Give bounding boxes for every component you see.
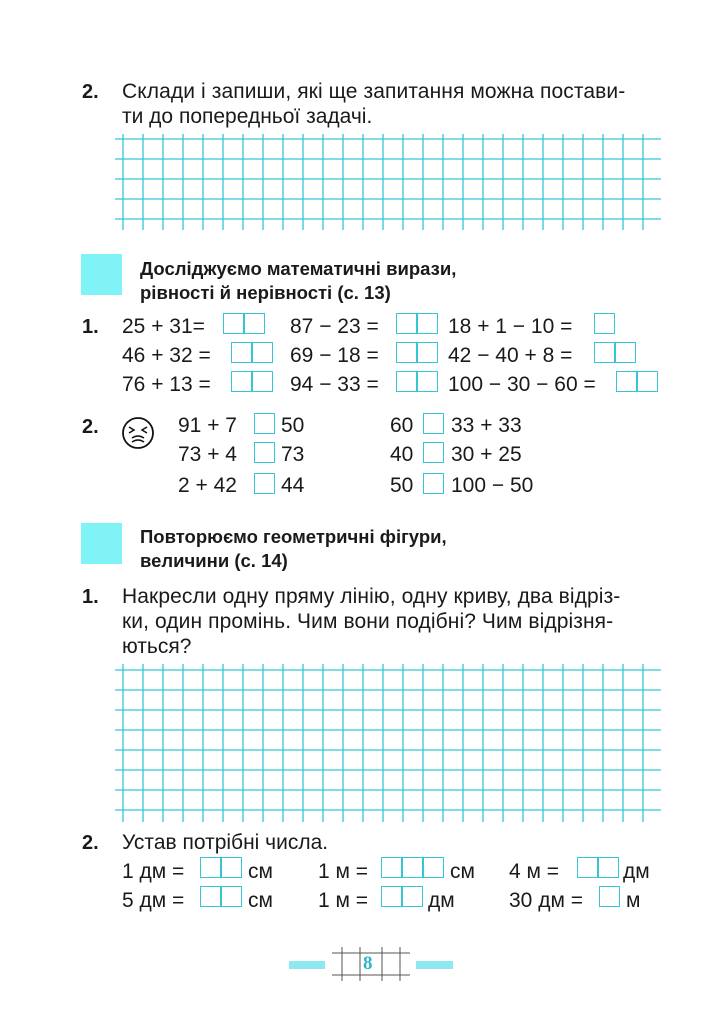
expression: 100 − 30 − 60 = <box>448 373 596 396</box>
task-text-line: ються? <box>122 635 192 658</box>
answer-box-two-digit[interactable] <box>231 371 273 392</box>
answer-box-two-digit[interactable] <box>200 886 242 907</box>
task-text-line: ки, один промінь. Чим вони подібні? Чим відрізня- <box>122 610 614 633</box>
unit-equation: 30 дм = <box>509 889 583 912</box>
expression: 76 + 13 = <box>122 373 211 396</box>
answer-grid[interactable] <box>115 134 661 230</box>
expression: 25 + 31= <box>122 315 205 338</box>
section-marker <box>81 523 122 564</box>
page-bar-right <box>416 961 453 969</box>
comparison-right: 50 <box>281 414 305 437</box>
task-number: 1. <box>82 316 99 338</box>
comparison-sign-box[interactable] <box>423 473 444 494</box>
answer-box-two-digit[interactable] <box>577 857 619 878</box>
answer-box-two-digit[interactable] <box>223 313 265 334</box>
comparison-sign-box[interactable] <box>423 413 444 434</box>
comparison-right: 44 <box>281 474 305 497</box>
expression: 69 − 18 = <box>290 344 379 367</box>
answer-box-two-digit[interactable] <box>396 342 438 363</box>
unit-label: см <box>450 860 475 883</box>
answer-box-two-digit[interactable] <box>396 313 438 334</box>
expression: 42 − 40 + 8 = <box>448 344 573 367</box>
answer-box-two-digit[interactable] <box>381 886 423 907</box>
comparison-left: 50 <box>390 474 414 497</box>
comparison-left: 40 <box>390 443 414 466</box>
comparison-right: 100 − 50 <box>451 474 534 497</box>
answer-box-two-digit[interactable] <box>396 371 438 392</box>
section-heading: рівності й нерівності (с. 13) <box>140 282 391 303</box>
difficult-task-face-icon <box>121 416 155 450</box>
comparison-left: 2 + 42 <box>178 474 237 497</box>
drawing-grid[interactable] <box>115 664 661 822</box>
comparison-left: 91 + 7 <box>178 414 237 437</box>
page-bar-left <box>289 961 325 969</box>
section-heading: Повторюємо геометричні фігури, <box>140 526 447 547</box>
unit-label: дм <box>428 889 455 912</box>
unit-equation: 5 дм = <box>122 889 185 912</box>
unit-label: см <box>248 889 273 912</box>
answer-box-two-digit[interactable] <box>200 857 242 878</box>
section-heading: величини (с. 14) <box>140 550 288 571</box>
unit-equation: 1 м = <box>318 889 369 912</box>
comparison-sign-box[interactable] <box>254 473 275 494</box>
comparison-sign-box[interactable] <box>254 442 275 463</box>
unit-equation: 1 дм = <box>122 860 185 883</box>
section-marker <box>81 254 122 295</box>
expression: 46 + 32 = <box>122 344 211 367</box>
task-text-line: Склади і запиши, які ще запитання можна постави- <box>122 80 626 103</box>
task-instruction: Устав потрібні числа. <box>122 831 329 854</box>
answer-box-two-digit[interactable] <box>616 371 658 392</box>
comparison-left: 60 <box>390 414 414 437</box>
task-text-line: ти до попередньої задачі. <box>122 105 373 128</box>
section-heading: Досліджуємо математичні вирази, <box>140 258 457 279</box>
page-number: 8 <box>363 953 373 974</box>
answer-box-one-digit[interactable] <box>594 313 615 334</box>
answer-box-two-digit[interactable] <box>594 342 636 363</box>
comparison-right: 33 + 33 <box>451 414 522 437</box>
unit-equation: 4 м = <box>509 860 560 883</box>
answer-box-two-digit[interactable] <box>231 342 273 363</box>
expression: 18 + 1 − 10 = <box>448 315 573 338</box>
task-number: 2. <box>82 832 99 854</box>
unit-label: см <box>248 860 273 883</box>
expression: 87 − 23 = <box>290 315 379 338</box>
comparison-sign-box[interactable] <box>254 413 275 434</box>
unit-equation: 1 м = <box>318 860 369 883</box>
unit-label: м <box>626 889 641 912</box>
unit-label: дм <box>623 860 650 883</box>
comparison-sign-box[interactable] <box>423 442 444 463</box>
comparison-right: 73 <box>281 443 305 466</box>
task-number: 1. <box>82 586 99 608</box>
comparison-left: 73 + 4 <box>178 443 237 466</box>
comparison-right: 30 + 25 <box>451 443 522 466</box>
answer-box-one-digit[interactable] <box>599 886 620 907</box>
task-number: 2. <box>82 416 99 438</box>
expression: 94 − 33 = <box>290 373 379 396</box>
task-number: 2. <box>82 81 99 103</box>
answer-box-three-digit[interactable] <box>381 857 444 878</box>
task-text-line: Накресли одну пряму лінію, одну криву, два відріз- <box>122 585 621 608</box>
